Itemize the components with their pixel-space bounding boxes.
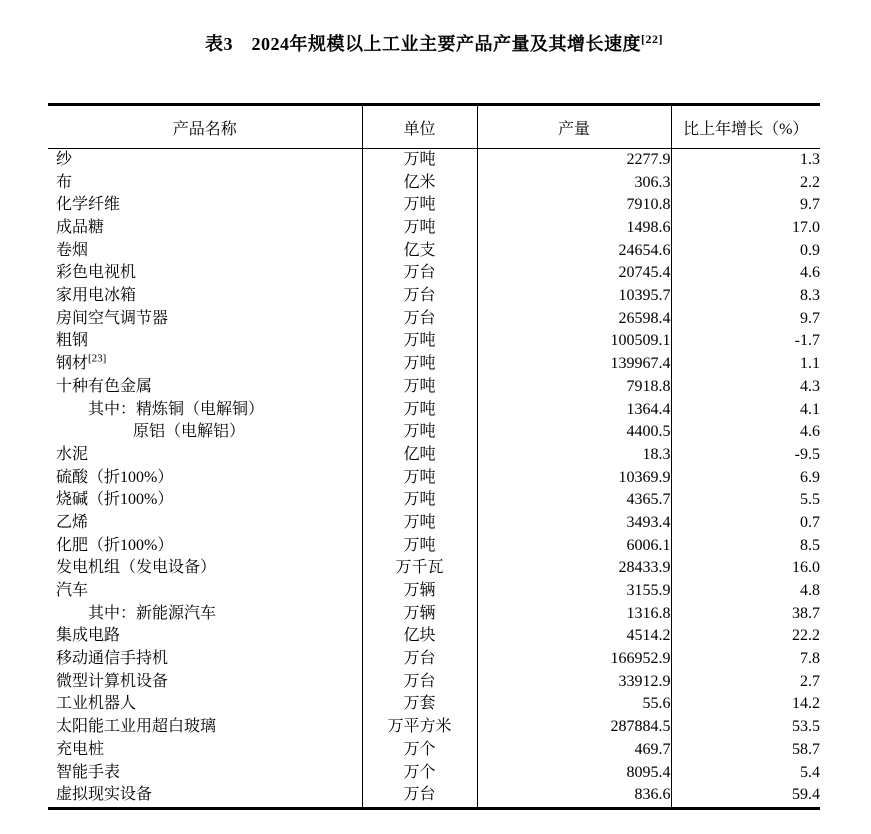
unit-cell: 万千瓦	[362, 557, 477, 580]
product-name: 其中：新能源汽车	[88, 604, 217, 622]
product-name-cell	[48, 444, 362, 467]
unit-cell: 万台	[362, 262, 477, 285]
product-name-cell	[48, 467, 362, 490]
unit-cell: 万吨	[362, 489, 477, 512]
table-row	[48, 489, 820, 512]
product-name-cell	[48, 217, 362, 240]
table-row	[48, 149, 820, 172]
table-row	[48, 285, 820, 308]
product-name-cell	[48, 262, 362, 285]
product-name-cell	[48, 172, 362, 195]
table-row	[48, 784, 820, 808]
growth-cell: -1.7	[794, 332, 820, 350]
output-cell: 166952.9	[477, 648, 671, 671]
output-cell: 1316.8	[477, 603, 671, 626]
table-row	[48, 421, 820, 444]
product-name-cell	[48, 716, 362, 739]
table-row	[48, 240, 820, 263]
unit-cell: 亿米	[362, 172, 477, 195]
table-row	[48, 172, 820, 195]
growth-cell: 4.1	[800, 400, 820, 418]
unit-cell: 万吨	[362, 421, 477, 444]
product-name-cell	[48, 331, 362, 354]
product-name-cell	[48, 580, 362, 603]
output-cell: 306.3	[477, 172, 671, 195]
table-row	[48, 694, 820, 717]
growth-cell: 4.3	[800, 377, 820, 395]
unit-cell: 万个	[362, 762, 477, 785]
table-title-superscript: [22]	[641, 32, 663, 46]
product-name-cell	[48, 603, 362, 626]
growth-cell: 1.3	[800, 150, 820, 168]
table-row	[48, 308, 820, 331]
unit-cell: 万台	[362, 308, 477, 331]
output-cell: 28433.9	[477, 557, 671, 580]
unit-cell: 万套	[362, 694, 477, 717]
product-name-cell	[48, 308, 362, 331]
unit-cell: 万台	[362, 648, 477, 671]
output-cell: 26598.4	[477, 308, 671, 331]
header-growth: 比上年增长（%）	[671, 105, 820, 149]
output-cell: 3155.9	[477, 580, 671, 603]
product-name-cell	[48, 285, 362, 308]
product-name-cell	[48, 648, 362, 671]
product-name-cell	[48, 353, 362, 376]
table-row	[48, 512, 820, 535]
table-title-text: 表3 2024年规模以上工业主要产品产量及其增长速度	[205, 34, 641, 54]
output-cell: 33912.9	[477, 671, 671, 694]
output-cell: 3493.4	[477, 512, 671, 535]
output-cell: 836.6	[477, 784, 671, 808]
unit-cell: 万吨	[362, 467, 477, 490]
table-title	[48, 30, 820, 56]
product-name: 虚拟现实设备	[56, 786, 153, 804]
growth-cell: 38.7	[792, 604, 820, 622]
product-name: 微型计算机设备	[56, 672, 169, 690]
table-row	[48, 444, 820, 467]
output-cell: 1364.4	[477, 399, 671, 422]
growth-cell: 16.0	[792, 559, 820, 577]
product-name: 原铝（电解铝）	[133, 423, 246, 441]
product-name-cell	[48, 694, 362, 717]
growth-cell: -9.5	[794, 445, 820, 463]
unit-cell: 万吨	[362, 512, 477, 535]
product-name-cell	[48, 489, 362, 512]
table-row	[48, 739, 820, 762]
table-row	[48, 648, 820, 671]
product-name: 发电机组（发电设备）	[56, 559, 217, 577]
product-name: 烧碱（折100%）	[56, 491, 174, 509]
growth-cell: 5.4	[800, 763, 820, 781]
unit-cell: 亿吨	[362, 444, 477, 467]
table-row	[48, 217, 820, 240]
table-row	[48, 535, 820, 558]
product-name: 乙烯	[56, 513, 89, 531]
product-name: 智能手表	[56, 763, 121, 781]
header-product-name: 产品名称	[48, 105, 362, 149]
product-name-cell	[48, 149, 362, 172]
unit-cell: 万吨	[362, 535, 477, 558]
output-cell: 7910.8	[477, 194, 671, 217]
product-name-cell	[48, 625, 362, 648]
product-name: 房间空气调节器	[56, 309, 169, 327]
growth-cell: 59.4	[792, 786, 820, 804]
table-row	[48, 557, 820, 580]
unit-cell: 万吨	[362, 399, 477, 422]
product-name-cell	[48, 784, 362, 808]
growth-cell: 58.7	[792, 740, 820, 758]
output-cell: 55.6	[477, 694, 671, 717]
growth-cell: 5.5	[800, 491, 820, 509]
table-row	[48, 331, 820, 354]
table-row	[48, 762, 820, 785]
output-cell: 10369.9	[477, 467, 671, 490]
unit-cell: 亿支	[362, 240, 477, 263]
output-cell: 18.3	[477, 444, 671, 467]
product-name-cell	[48, 535, 362, 558]
product-name: 移动通信手持机	[56, 650, 169, 668]
product-name-cell	[48, 762, 362, 785]
output-cell: 6006.1	[477, 535, 671, 558]
product-name-cell	[48, 194, 362, 217]
output-cell: 2277.9	[477, 149, 671, 172]
unit-cell: 万吨	[362, 331, 477, 354]
product-name: 硫酸（折100%）	[56, 468, 174, 486]
product-name-cell	[48, 421, 362, 444]
growth-cell: 4.8	[800, 582, 820, 599]
header-row	[48, 105, 820, 149]
product-name: 充电桩	[56, 740, 105, 758]
table-row	[48, 671, 820, 694]
product-name: 汽车	[56, 582, 89, 599]
unit-cell: 万个	[362, 739, 477, 762]
product-name: 成品糖	[56, 219, 105, 236]
output-cell: 1498.6	[477, 217, 671, 240]
unit-cell: 万平方米	[362, 716, 477, 739]
output-cell: 100509.1	[477, 331, 671, 354]
unit-cell: 万台	[362, 671, 477, 694]
table-row	[48, 603, 820, 626]
table-row	[48, 580, 820, 603]
output-cell: 24654.6	[477, 240, 671, 263]
growth-cell: 8.3	[800, 287, 820, 305]
product-name-cell	[48, 671, 362, 694]
growth-cell: 2.2	[800, 173, 820, 191]
table-row	[48, 399, 820, 422]
table-body	[48, 149, 820, 809]
growth-cell: 53.5	[792, 718, 820, 736]
unit-cell: 万辆	[362, 580, 477, 603]
growth-cell: 4.6	[800, 423, 820, 441]
growth-cell: 2.7	[800, 672, 820, 690]
product-name-superscript: [23]	[88, 353, 107, 365]
unit-cell: 万台	[362, 285, 477, 308]
growth-cell: 9.7	[800, 309, 820, 327]
output-cell: 10395.7	[477, 285, 671, 308]
table-row	[48, 194, 820, 217]
output-cell: 469.7	[477, 739, 671, 762]
product-name-cell	[48, 399, 362, 422]
growth-cell: 17.0	[792, 219, 820, 236]
output-cell: 287884.5	[477, 716, 671, 739]
product-name-cell	[48, 376, 362, 399]
product-name-cell	[48, 557, 362, 580]
growth-cell: 8.5	[800, 536, 820, 554]
table-row	[48, 353, 820, 376]
growth-cell: 4.6	[800, 264, 820, 282]
unit-cell: 万吨	[362, 217, 477, 240]
product-name: 工业机器人	[56, 695, 137, 713]
product-name: 十种有色金属	[56, 377, 153, 395]
table-row	[48, 716, 820, 739]
product-name: 其中：精炼铜（电解铜）	[88, 400, 265, 418]
table-row	[48, 262, 820, 285]
output-cell: 4514.2	[477, 625, 671, 648]
output-cell: 139967.4	[477, 353, 671, 376]
product-name: 家用电冰箱	[56, 287, 137, 305]
growth-cell: 22.2	[792, 627, 820, 645]
product-name-cell	[48, 739, 362, 762]
growth-cell: 0.7	[800, 513, 820, 531]
product-name: 水泥	[56, 445, 89, 463]
output-cell: 8095.4	[477, 762, 671, 785]
output-cell: 4365.7	[477, 489, 671, 512]
product-name: 粗钢	[56, 332, 89, 350]
product-name: 卷烟	[56, 241, 89, 259]
product-name: 钢材	[56, 355, 89, 373]
header-unit: 单位	[362, 105, 477, 149]
growth-cell: 1.1	[800, 355, 820, 373]
product-name-cell	[48, 512, 362, 535]
unit-cell: 万吨	[362, 194, 477, 217]
product-name: 纱	[56, 150, 73, 168]
table-row	[48, 625, 820, 648]
output-cell: 4400.5	[477, 421, 671, 444]
products-table	[48, 103, 820, 810]
growth-cell: 9.7	[800, 196, 820, 214]
unit-cell: 万吨	[362, 149, 477, 172]
output-cell: 20745.4	[477, 262, 671, 285]
table-row	[48, 467, 820, 490]
output-cell: 7918.8	[477, 376, 671, 399]
growth-cell: 0.9	[800, 241, 820, 259]
header-output: 产量	[477, 105, 671, 149]
growth-cell: 6.9	[800, 468, 820, 486]
unit-cell: 万台	[362, 784, 477, 808]
unit-cell: 万辆	[362, 603, 477, 626]
product-name: 化学纤维	[56, 196, 121, 214]
product-name-cell	[48, 240, 362, 263]
product-name: 布	[56, 173, 73, 191]
growth-cell: 14.2	[792, 695, 820, 713]
unit-cell: 万吨	[362, 353, 477, 376]
growth-cell: 7.8	[800, 650, 820, 668]
unit-cell: 万吨	[362, 376, 477, 399]
table-row	[48, 376, 820, 399]
unit-cell: 亿块	[362, 625, 477, 648]
product-name: 集成电路	[56, 627, 121, 645]
product-name: 化肥（折100%）	[56, 536, 174, 554]
product-name: 彩色电视机	[56, 264, 137, 282]
product-name: 太阳能工业用超白玻璃	[56, 718, 217, 736]
